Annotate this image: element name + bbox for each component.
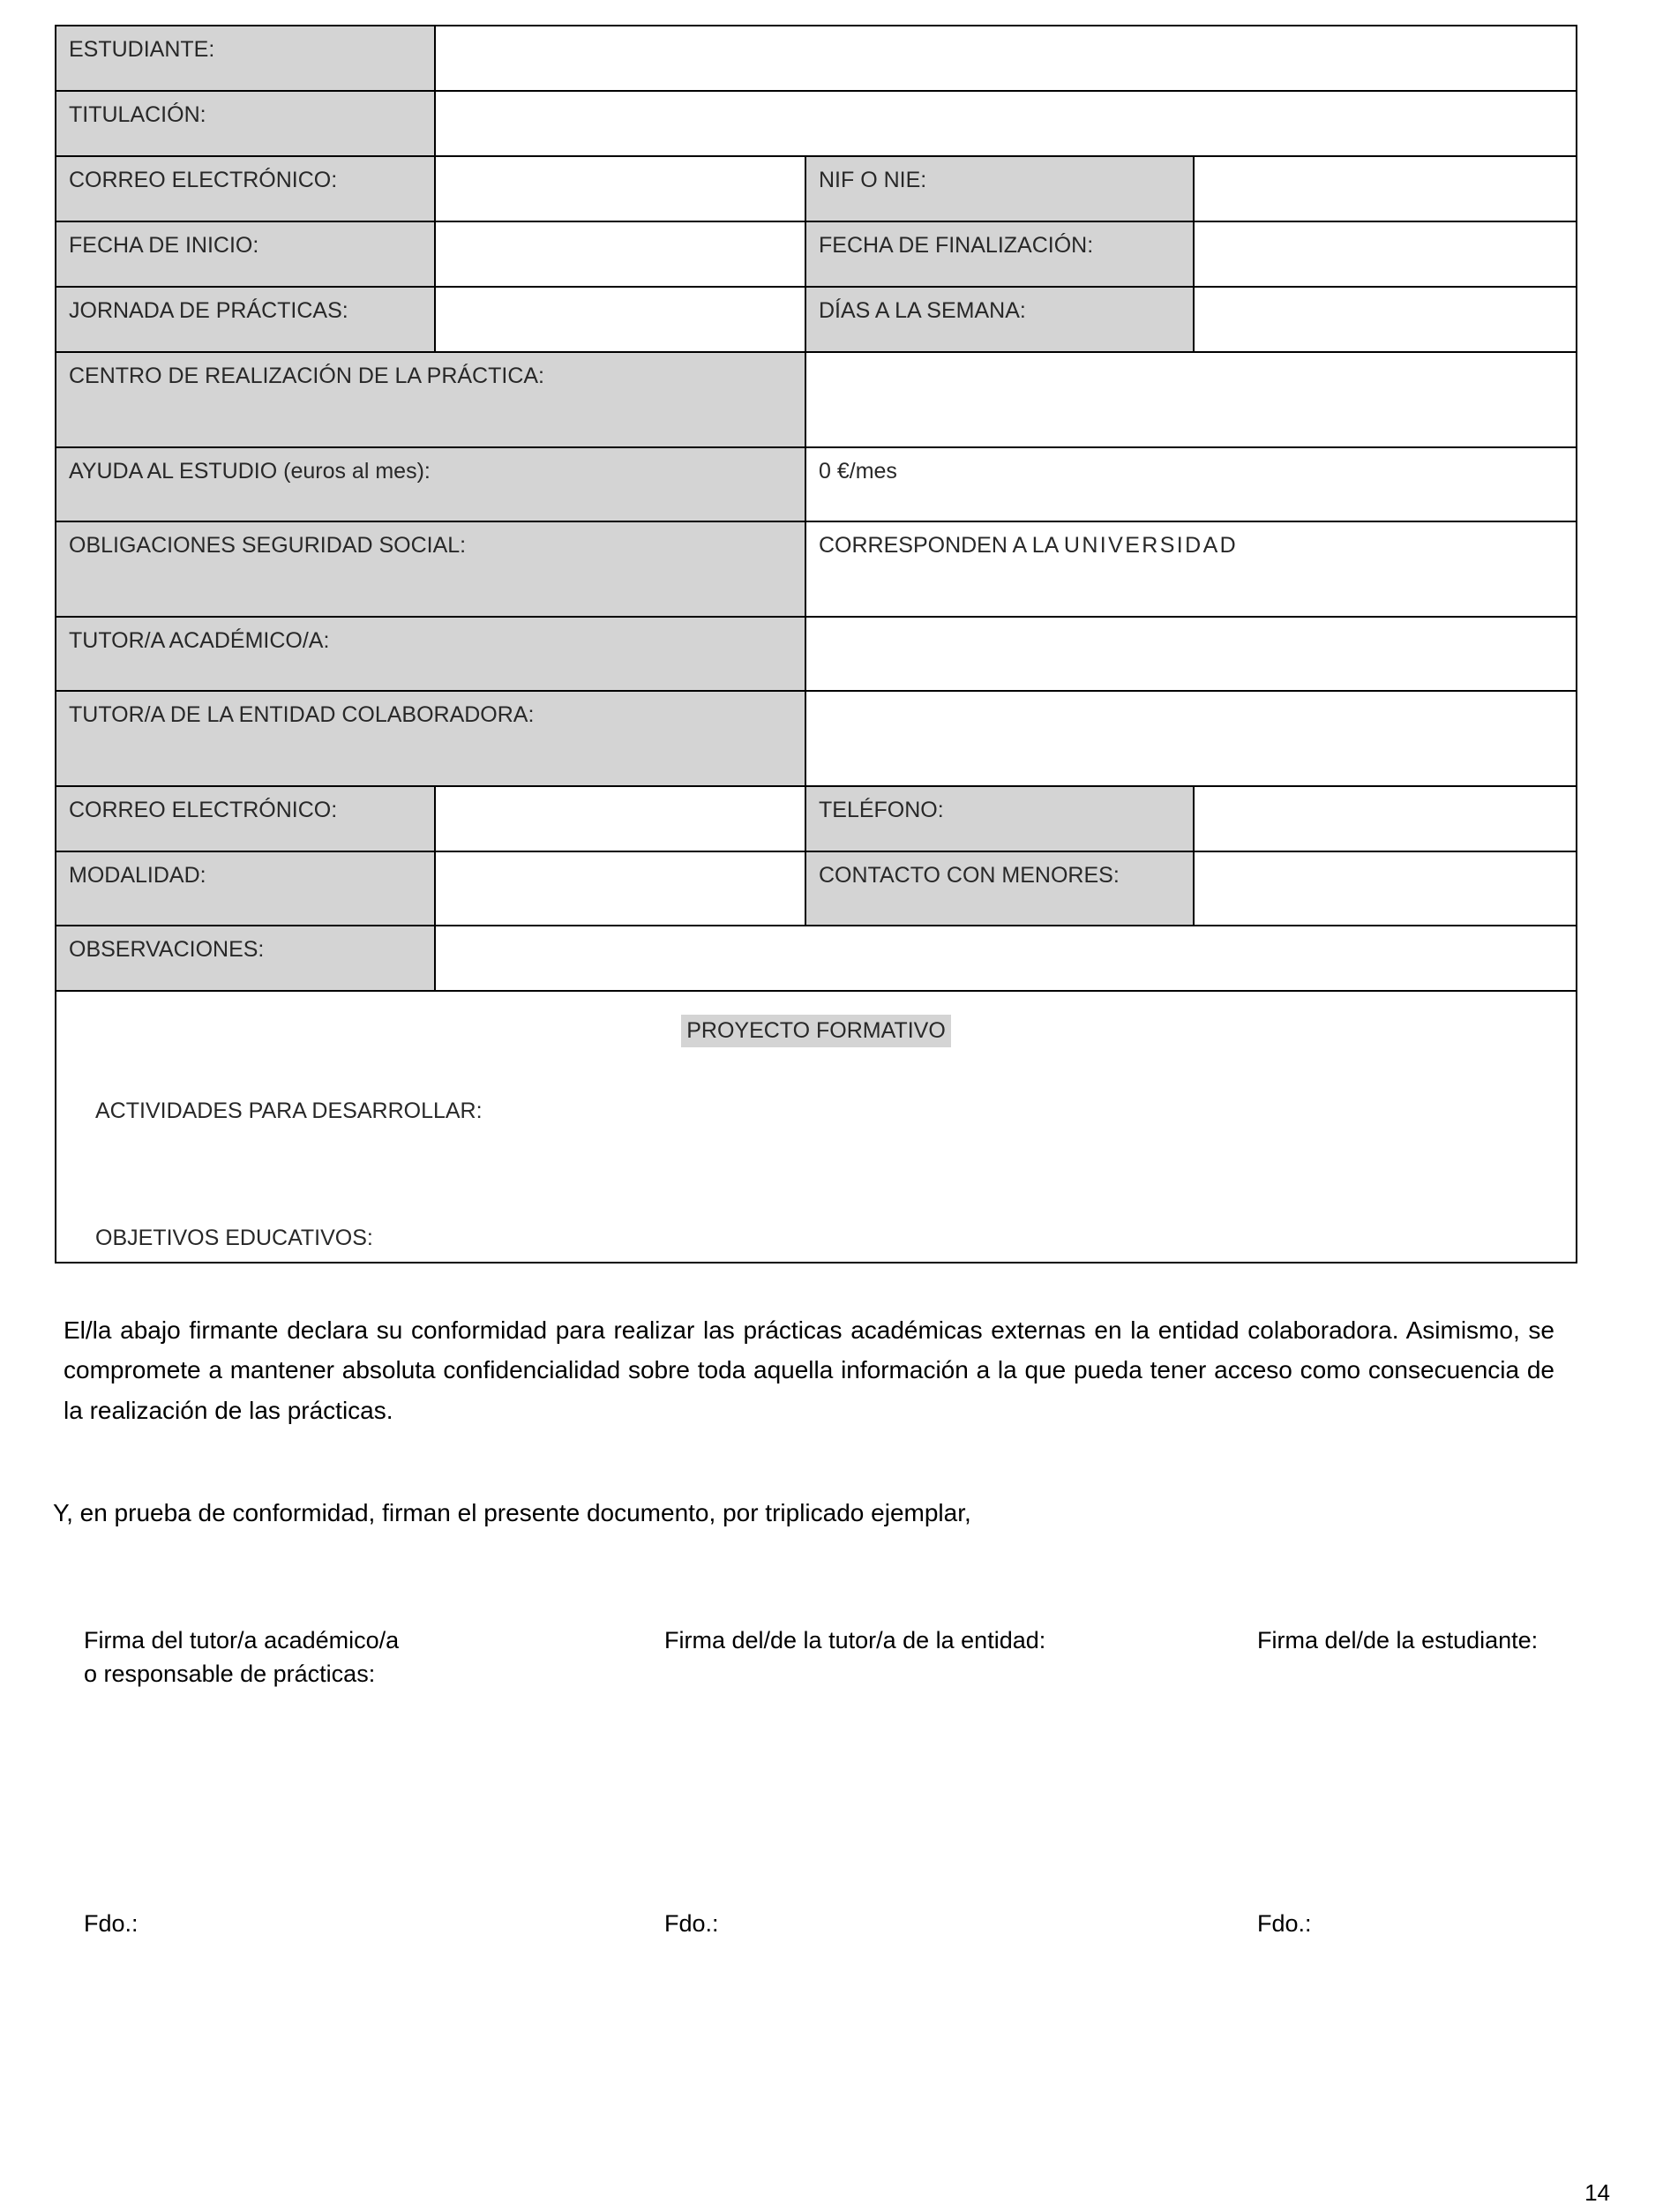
label-tutor-academico: TUTOR/A ACADÉMICO/A: (56, 617, 805, 691)
table-row (56, 352, 1577, 447)
field-correo-electronico-tutor[interactable] (435, 786, 805, 851)
field-obligaciones-seguridad-social (805, 521, 1577, 617)
fdo-tutor-academico: Fdo.: (84, 1910, 139, 1937)
table-row (56, 221, 1577, 287)
field-dias-semana[interactable] (1194, 287, 1577, 352)
obligaciones-value-emphasis: UNIVERSIDAD (1063, 533, 1239, 558)
field-estudiante[interactable] (435, 26, 1577, 91)
table-row (56, 691, 1577, 786)
table-row (56, 26, 1577, 91)
field-correo-electronico[interactable] (435, 156, 805, 221)
field-ayuda-estudio[interactable]: 0 €/mes (805, 447, 1577, 521)
table-row (56, 521, 1577, 617)
label-titulacion: TITULACIÓN: (56, 91, 435, 156)
label-correo-electronico-tutor: CORREO ELECTRÓNICO: (56, 786, 435, 851)
field-tutor-academico[interactable] (805, 617, 1577, 691)
signature-label-line1: Firma del/de la tutor/a de la entidad: (664, 1627, 1046, 1653)
fdo-tutor-entidad: Fdo.: (664, 1910, 719, 1937)
label-contacto-menores: CONTACTO CON MENORES: (805, 851, 1194, 926)
label-actividades-desarrollar: ACTIVIDADES PARA DESARROLLAR: (95, 1098, 483, 1123)
table-row (56, 447, 1577, 521)
field-fecha-inicio[interactable] (435, 221, 805, 287)
field-titulacion[interactable] (435, 91, 1577, 156)
field-centro-realizacion[interactable] (805, 352, 1577, 447)
table-row (56, 287, 1577, 352)
conformity-paragraph: Y, en prueba de conformidad, firman el presente documento, por triplicado ejemplar, (53, 1499, 971, 1526)
signature-block-tutor-entidad (664, 1623, 1079, 1657)
signature-label-line1: Firma del/de la estudiante: (1257, 1627, 1539, 1653)
table-row (56, 156, 1577, 221)
table-row-proyecto-formativo (56, 991, 1577, 1263)
signature-label-line1: Firma del tutor/a académico/a (84, 1627, 400, 1653)
label-centro-realizacion: CENTRO DE REALIZACIÓN DE LA PRÁCTICA: (56, 352, 805, 447)
label-nif-nie: NIF O NIE: (805, 156, 1194, 221)
field-fecha-finalizacion[interactable] (1194, 221, 1577, 287)
proyecto-formativo-title-wrap (69, 1001, 1563, 1047)
table-row (56, 851, 1577, 926)
fdo-estudiante: Fdo.: (1257, 1910, 1312, 1937)
label-observaciones: OBSERVACIONES: (56, 926, 435, 991)
label-ayuda-estudio: AYUDA AL ESTUDIO (euros al mes): (56, 447, 805, 521)
label-correo-electronico: CORREO ELECTRÓNICO: (56, 156, 435, 221)
proyecto-formativo-title: PROYECTO FORMATIVO (681, 1015, 951, 1047)
label-telefono: TELÉFONO: (805, 786, 1194, 851)
declaration-paragraph: El/la abajo firmante declara su conformidad para realizar las prácticas académicas externas en la entidad colaboradora. Asimismo, se compromete a mantener absoluta confidencialidad sobre toda aquella información a la que pueda tener acceso como consecuencia de la realización de las prácticas. (64, 1316, 1554, 1424)
field-observaciones[interactable] (435, 926, 1577, 991)
label-fecha-finalizacion: FECHA DE FINALIZACIÓN: (805, 221, 1194, 287)
field-modalidad[interactable] (435, 851, 805, 926)
field-jornada-practicas[interactable] (435, 287, 805, 352)
label-dias-semana: DÍAS A LA SEMANA: (805, 287, 1194, 352)
label-estudiante: ESTUDIANTE: (56, 26, 435, 91)
label-fecha-inicio: FECHA DE INICIO: (56, 221, 435, 287)
obligaciones-value-prefix: CORRESPONDEN A LA (819, 533, 1064, 558)
proyecto-formativo-cell (56, 991, 1577, 1263)
field-contacto-menores[interactable] (1194, 851, 1577, 926)
label-objetivos-educativos: OBJETIVOS EDUCATIVOS: (95, 1226, 373, 1250)
field-tutor-entidad[interactable] (805, 691, 1577, 786)
table-row (56, 926, 1577, 991)
label-jornada-practicas: JORNADA DE PRÁCTICAS: (56, 287, 435, 352)
table-row (56, 786, 1577, 851)
signature-block-estudiante (1257, 1623, 1637, 1657)
table-row (56, 91, 1577, 156)
label-modalidad: MODALIDAD: (56, 851, 435, 926)
page-number: 14 (1584, 2179, 1610, 2206)
label-tutor-entidad: TUTOR/A DE LA ENTIDAD COLABORADORA: (56, 691, 805, 786)
field-telefono[interactable] (1194, 786, 1577, 851)
signature-block-tutor-academico (84, 1623, 454, 1691)
label-obligaciones-seguridad-social: OBLIGACIONES SEGURIDAD SOCIAL: (56, 521, 805, 617)
signature-label-line2: o responsable de prácticas: (84, 1661, 376, 1688)
practicas-form-table (55, 25, 1577, 1263)
field-nif-nie[interactable] (1194, 156, 1577, 221)
table-row (56, 617, 1577, 691)
